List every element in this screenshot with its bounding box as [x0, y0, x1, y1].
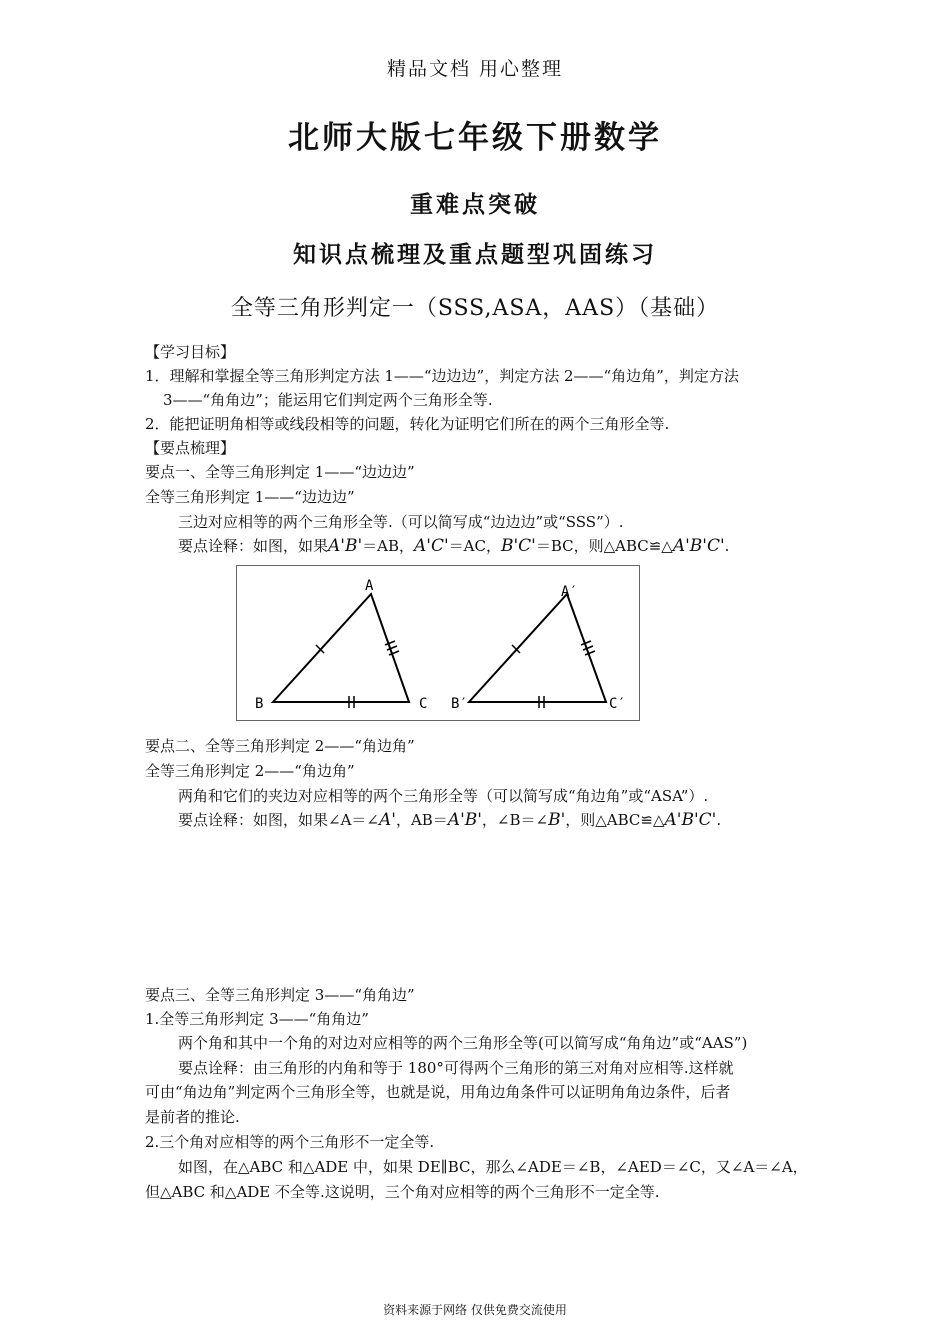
point-2-subheading: 全等三角形判定 2——“角边角”	[145, 762, 355, 780]
point-3-text-2-line-2: 但△ABC 和△ADE 不全等.这说明，三个角对应相等的两个三角形不一定全等.	[145, 1183, 660, 1201]
point-2-heading: 要点二、全等三角形判定 2——“角边角”	[145, 737, 415, 755]
point-1-eq1: ＝AB，	[362, 537, 414, 555]
point-3-text-2-line-1: 如图，在△ABC 和△ADE 中，如果 DE∥BC，那么∠ADE＝∠B，∠AED＝∠C，又∠A＝∠A，	[178, 1158, 808, 1176]
point-1-ab: A'B'	[328, 536, 363, 556]
goal-item-1-line-1: 1．理解和掌握全等三角形判定方法 1——“边边边”，判定方法 2——“角边角”，判定方法	[145, 367, 739, 385]
point-3-heading: 要点三、全等三角形判定 3——“角角边”	[145, 986, 415, 1004]
point-2-note-prefix: 要点诠释：如图，如果∠A＝∠	[178, 811, 379, 829]
key-points-heading: 【要点梳理】	[145, 439, 236, 457]
point-2-ab: A'B'	[447, 810, 482, 830]
document-subtitle: 重难点突破	[410, 191, 540, 218]
label-c: C	[419, 696, 428, 712]
point-2-eq1: ，AB＝	[395, 811, 448, 829]
point-2-abc: A'B'C'	[664, 810, 717, 830]
point-1-note	[178, 535, 729, 556]
label-c-prime: C′	[609, 696, 626, 712]
triangles-svg	[237, 566, 641, 722]
point-3-note-line-1: 要点诠释：由三角形的内角和等于 180°可得两个三角形的第三对角对应相等.这样就	[178, 1059, 734, 1077]
point-3-sub-2: 2.三个角对应相等的两个三角形不一定全等.	[145, 1133, 435, 1151]
congruent-triangles-figure	[236, 565, 640, 721]
point-2-note	[178, 809, 721, 830]
label-a-prime: A′	[561, 584, 578, 600]
point-2-a: A'	[378, 810, 396, 830]
header-note: 精品文档 用心整理	[386, 58, 564, 80]
point-1-text: 三边对应相等的两个三角形全等.（可以简写成“边边边”或“SSS”）.	[178, 513, 624, 531]
point-1-ac: A'C'	[414, 536, 449, 556]
point-1-subheading: 全等三角形判定 1——“边边边”	[145, 488, 355, 506]
point-2-end: .	[716, 811, 722, 829]
point-1-end: .	[724, 537, 730, 555]
document-title: 北师大版七年级下册数学	[288, 120, 662, 156]
point-1-abc: A'B'C'	[672, 536, 725, 556]
point-1-bc: B'C'	[500, 536, 536, 556]
point-2-eq2: ，∠B＝∠	[481, 811, 549, 829]
goal-item-1-line-2: 3——“角角边”；能运用它们判定两个三角形全等.	[163, 391, 493, 409]
goals-heading: 【学习目标】	[145, 343, 236, 361]
point-3-text-1: 两个角和其中一个角的对边对应相等的两个三角形全等(可以简写成“角角边”或“AAS”)	[178, 1034, 748, 1052]
footer-note: 资料来源于网络 仅供免费交流使用	[383, 1303, 567, 1317]
label-a: A	[365, 578, 374, 594]
document-subtitle-2: 知识点梳理及重点题型巩固练习	[293, 241, 657, 268]
point-2-text: 两角和它们的夹边对应相等的两个三角形全等（可以简写成“角边角”或“ASA”）.	[178, 787, 709, 805]
point-1-eq2: ＝AC，	[448, 537, 501, 555]
point-3-note-line-3: 是前者的推论.	[145, 1108, 240, 1126]
triangle-abc	[273, 594, 409, 702]
topic-title: 全等三角形判定一（SSS,ASA，AAS）（基础）	[230, 296, 720, 321]
point-2-b: B'	[548, 810, 566, 830]
point-2-eq3: ，则△ABC≌△	[565, 811, 665, 829]
label-b: B	[255, 696, 264, 712]
triangle-abc-prime	[469, 594, 606, 702]
point-1-heading: 要点一、全等三角形判定 1——“边边边”	[145, 463, 415, 481]
point-1-note-prefix: 要点诠释：如图，如果	[178, 537, 329, 555]
label-b-prime: B′	[451, 696, 468, 712]
point-3-sub-1: 1.全等三角形判定 3——“角角边”	[145, 1010, 369, 1028]
goal-item-2: 2．能把证明角相等或线段相等的问题，转化为证明它们所在的两个三角形全等.	[145, 415, 670, 433]
point-1-eq3: ＝BC，则△ABC≌△	[535, 537, 673, 555]
point-3-note-line-2: 可由“角边角”判定两个三角形全等，也就是说，用角边角条件可以证明角角边条件，后者	[145, 1083, 731, 1101]
